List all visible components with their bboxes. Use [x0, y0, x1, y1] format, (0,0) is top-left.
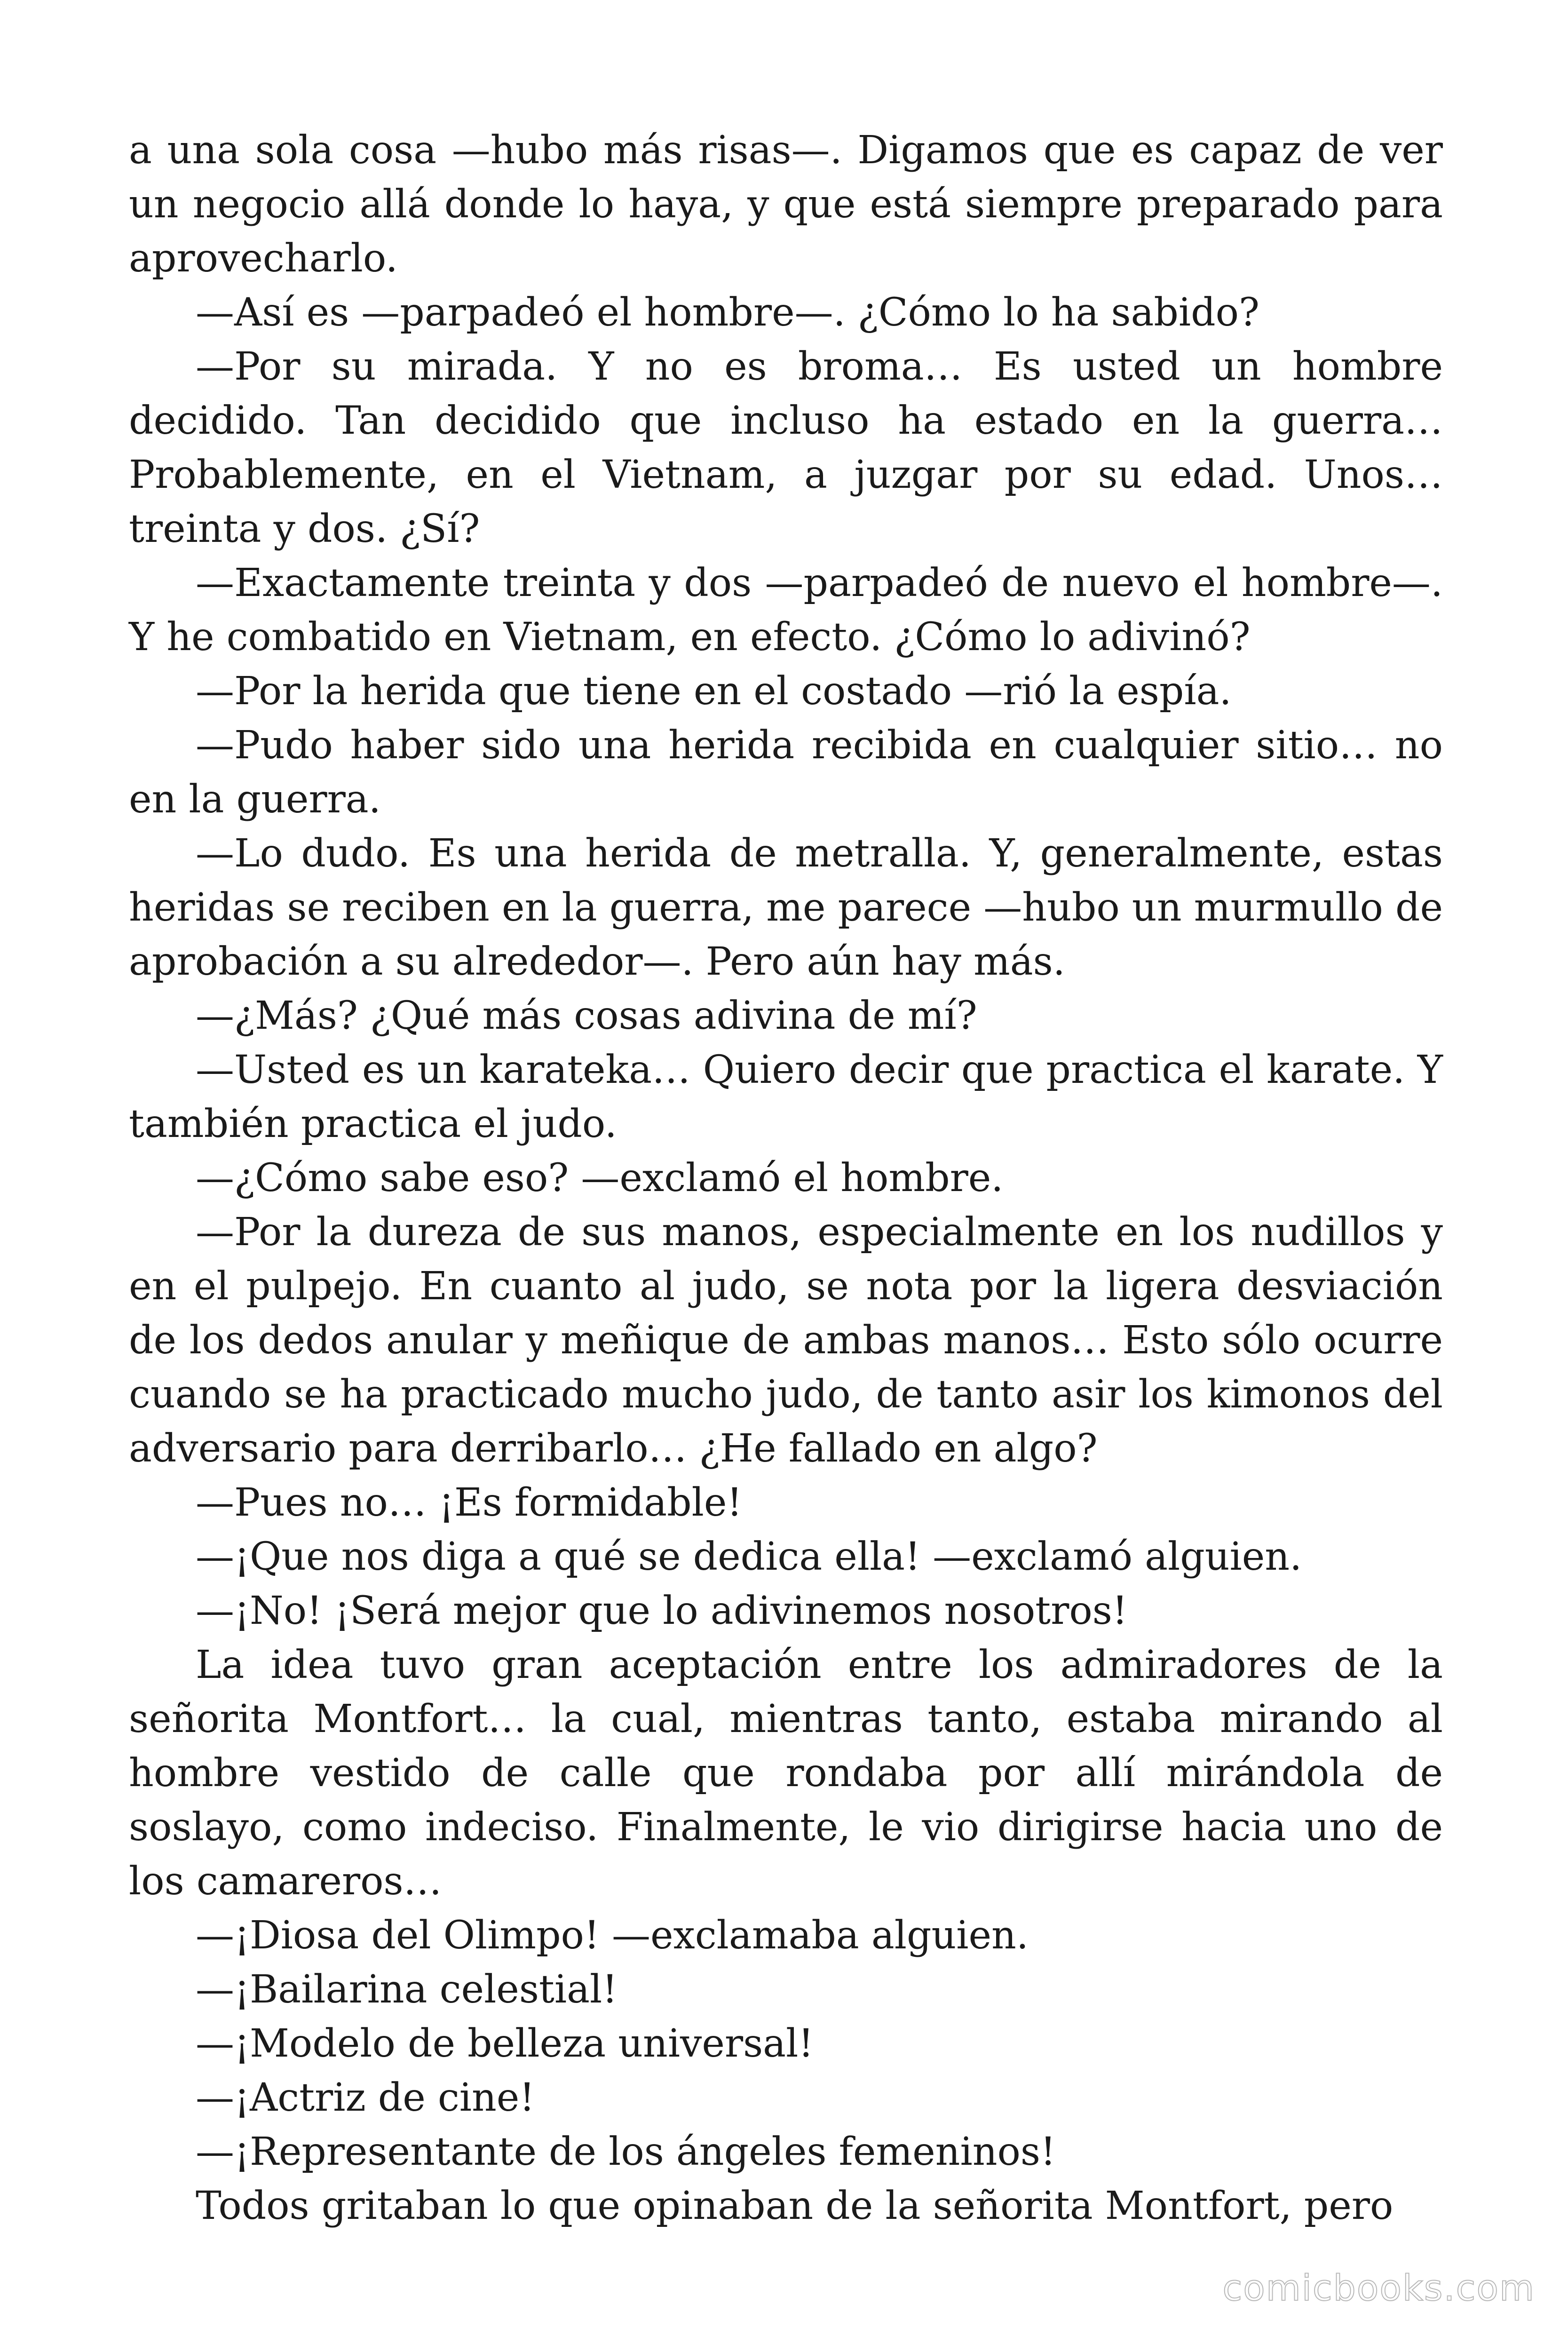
paragraph: —¡Bailarina celestial! [196, 1967, 618, 2012]
paragraph: —Por su mirada. Y no es broma… Es usted un hombre decidido. Tan decidido que incluso ha estado en la guerra… Probablemente, en el Vietnam, a juzgar por su edad. Unos… treinta y dos. ¿Sí? [129, 344, 1443, 551]
paragraph: —¡Actriz de cine! [196, 2075, 535, 2120]
paragraph: —¡Diosa del Olimpo! —exclamaba alguien. [196, 1913, 1029, 1958]
paragraph: Todos gritaban lo que opinaban de la señorita Montfort, pero [196, 2184, 1394, 2228]
paragraph: —Por la dureza de sus manos, especialmente en los nudillos y en el pulpejo. En cuanto al judo, se nota por la ligera desviación de los dedos anular y meñique de ambas manos… Esto sólo ocurre cuando se ha practicado mucho judo, de tanto asir los kimonos del adversario para derribarlo… ¿He fallado en algo? [129, 1210, 1443, 1471]
paragraph: La idea tuvo gran aceptación entre los admiradores de la señorita Montfort… la cual, mientras tanto, estaba mirando al hombre vestido de calle que rondaba por allí mirándola de soslayo, como indeciso. Finalmente, le vio dirigirse hacia uno de los camareros… [129, 1643, 1443, 1904]
paragraph: —¿Más? ¿Qué más cosas adivina de mí? [196, 993, 977, 1038]
paragraph: —Usted es un karateka… Quiero decir que practica el karate. Y también practica el judo. [129, 1048, 1443, 1146]
paragraph: —¡Representante de los ángeles femeninos! [196, 2130, 1056, 2174]
paragraph: —¿Cómo sabe eso? —exclamó el hombre. [196, 1156, 1004, 1200]
paragraph: —Exactamente treinta y dos —parpadeó de nuevo el hombre—. Y he combatido en Vietnam, en efecto. ¿Cómo lo adivinó? [129, 561, 1443, 660]
paragraph: —Pudo haber sido una herida recibida en cualquier sitio… no en la guerra. [129, 723, 1443, 822]
paragraph: a una sola cosa —hubo más risas—. Digamos que es capaz de ver un negocio allá donde lo haya, y que está siempre preparado para aprovecharlo. [129, 128, 1443, 281]
paragraph: —Lo dudo. Es una herida de metralla. Y, generalmente, estas heridas se reciben en la guerra, me parece —hubo un murmullo de aprobación a su alrededor—. Pero aún hay más. [129, 831, 1443, 984]
page-text [129, 123, 1443, 2233]
paragraph: —Así es —parpadeó el hombre—. ¿Cómo lo ha sabido? [196, 290, 1259, 335]
watermark: comicbooks.com [1222, 2267, 1535, 2309]
paragraph: —Pues no… ¡Es formidable! [196, 1480, 743, 1525]
paragraph: —Por la herida que tiene en el costado —rió la espía. [196, 669, 1232, 714]
paragraph: —¡Modelo de belleza universal! [196, 2021, 814, 2066]
paragraph: —¡Que nos diga a qué se dedica ella! —exclamó alguien. [196, 1534, 1302, 1579]
paragraph: —¡No! ¡Será mejor que lo adivinemos nosotros! [196, 1589, 1128, 1633]
